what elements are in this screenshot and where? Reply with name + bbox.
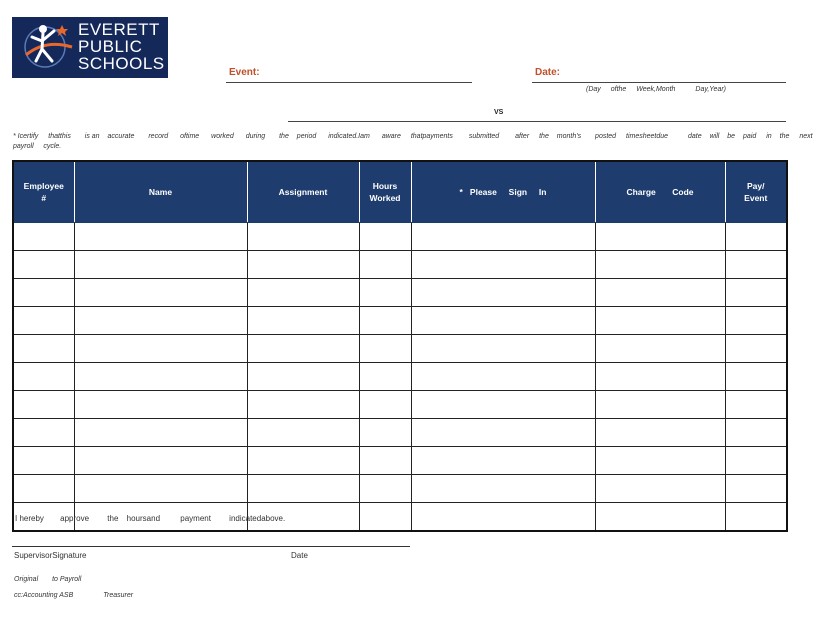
header-text: Event	[744, 193, 768, 203]
assignment-cell[interactable]	[247, 307, 359, 335]
charge-code-cell[interactable]	[595, 447, 725, 475]
sign-in-cell[interactable]	[411, 223, 595, 251]
charge-code-cell[interactable]	[595, 251, 725, 279]
hours-worked-cell[interactable]	[359, 223, 411, 251]
pay-event-cell[interactable]	[725, 335, 787, 363]
name-cell[interactable]	[74, 251, 247, 279]
pay-event-cell[interactable]	[725, 251, 787, 279]
hours-worked-cell[interactable]	[359, 335, 411, 363]
hours-worked-cell[interactable]	[359, 447, 411, 475]
assignment-cell[interactable]	[247, 251, 359, 279]
employee-number-cell[interactable]	[13, 223, 74, 251]
cert-word: month's	[556, 133, 582, 140]
table-row	[13, 279, 787, 307]
table-row	[13, 475, 787, 503]
header-text: Worked	[369, 193, 401, 203]
name-cell[interactable]	[74, 279, 247, 307]
certification-line-2: payroll cycle.	[13, 143, 62, 150]
pay-event-cell[interactable]	[725, 475, 787, 503]
cert-word: oftime	[180, 133, 200, 140]
date-hint-day: (Day	[586, 86, 601, 93]
cert-word: accurate	[107, 133, 135, 140]
assignment-cell[interactable]	[247, 419, 359, 447]
header-text: #	[41, 193, 47, 203]
vs-field-line[interactable]	[288, 121, 786, 122]
supervisor-signature-label: SupervisorSignature	[14, 551, 87, 560]
cert-word: posted	[595, 133, 617, 140]
pay-event-cell[interactable]	[725, 391, 787, 419]
pay-event-cell[interactable]	[725, 419, 787, 447]
hours-worked-cell[interactable]	[359, 503, 411, 532]
header-text: Pay/	[747, 181, 765, 191]
hours-worked-cell[interactable]	[359, 307, 411, 335]
name-cell[interactable]	[74, 335, 247, 363]
approve-word: approve	[60, 514, 90, 523]
header-text: Assignment	[278, 187, 328, 197]
employee-number-cell[interactable]	[13, 391, 74, 419]
header-text: * Please Sign In	[459, 187, 547, 197]
original-routing	[14, 576, 81, 583]
table-row	[13, 447, 787, 475]
cert-word: date	[688, 133, 702, 140]
logo-line-schools: SCHOOLS	[78, 54, 165, 73]
sign-in-cell[interactable]	[411, 475, 595, 503]
hours-worked-cell[interactable]	[359, 475, 411, 503]
employee-number-cell[interactable]	[13, 251, 74, 279]
pay-event-cell[interactable]	[725, 223, 787, 251]
date-hint-day-year: Day,Year)	[695, 86, 726, 93]
treasurer-label: Treasurer	[103, 592, 134, 599]
sign-in-cell[interactable]	[411, 279, 595, 307]
name-cell[interactable]	[74, 307, 247, 335]
sign-in-cell[interactable]	[411, 503, 595, 532]
column-header-pay-event	[725, 161, 787, 223]
cert-word: thatpayments	[410, 133, 453, 140]
date-format-hint	[586, 86, 726, 93]
cert-word: the	[279, 133, 289, 140]
table-row	[13, 307, 787, 335]
table-row	[13, 391, 787, 419]
original-label: Original	[14, 576, 39, 583]
sign-in-cell[interactable]	[411, 363, 595, 391]
header-text: Hours	[372, 181, 398, 191]
table-row	[13, 251, 787, 279]
name-cell[interactable]	[74, 475, 247, 503]
sign-in-cell[interactable]	[411, 447, 595, 475]
employee-number-cell[interactable]	[13, 279, 74, 307]
table-body	[13, 223, 787, 532]
charge-code-cell[interactable]	[595, 335, 725, 363]
cert-word: be	[727, 133, 736, 140]
charge-code-cell[interactable]	[595, 503, 725, 532]
assignment-cell[interactable]	[247, 475, 359, 503]
cert-word: thatthis	[48, 133, 71, 140]
cc-routing	[14, 592, 133, 599]
employee-number-cell[interactable]	[13, 363, 74, 391]
charge-code-cell[interactable]	[595, 307, 725, 335]
employee-number-cell[interactable]	[13, 475, 74, 503]
column-header-charge-code	[595, 161, 725, 223]
assignment-cell[interactable]	[247, 223, 359, 251]
cert-word: indicated.Iam	[328, 133, 370, 140]
assignment-cell[interactable]	[247, 447, 359, 475]
pay-event-cell[interactable]	[725, 503, 787, 532]
employee-number-cell[interactable]	[13, 307, 74, 335]
charge-code-cell[interactable]	[595, 419, 725, 447]
hours-worked-cell[interactable]	[359, 279, 411, 307]
date-hint-week-month: Week,Month	[636, 86, 676, 93]
cert-word: the	[539, 133, 549, 140]
pay-event-cell[interactable]	[725, 447, 787, 475]
date-hint-ofthe: ofthe	[610, 86, 627, 93]
approve-word: hoursand	[126, 514, 161, 523]
table-row	[13, 335, 787, 363]
cert-word: after	[515, 133, 530, 140]
name-cell[interactable]	[74, 223, 247, 251]
header-text: Employee	[23, 181, 64, 191]
charge-code-cell[interactable]	[595, 475, 725, 503]
cert-word: * Icertify	[13, 133, 39, 140]
cert-word: aware	[381, 133, 401, 140]
supervisor-signature-line[interactable]	[12, 546, 410, 547]
logo-text	[78, 21, 165, 72]
date-field-line[interactable]	[532, 82, 786, 83]
table-header-row	[13, 161, 787, 223]
event-field-line[interactable]	[226, 82, 472, 83]
pay-event-cell[interactable]	[725, 307, 787, 335]
assignment-cell[interactable]	[247, 391, 359, 419]
date-label: Date:	[535, 67, 561, 78]
column-header-hours-worked	[359, 161, 411, 223]
cert-word: next	[799, 133, 813, 140]
name-cell[interactable]	[74, 447, 247, 475]
certification-statement	[13, 132, 813, 152]
vs-label: VS	[494, 109, 504, 116]
sign-in-cell[interactable]	[411, 307, 595, 335]
sign-in-cell[interactable]	[411, 251, 595, 279]
cert-word: the	[779, 133, 790, 140]
cert-word: submitted	[468, 133, 500, 140]
cert-word: paid	[743, 133, 757, 140]
cert-word: timesheetdue	[626, 133, 669, 140]
column-header-name	[74, 161, 247, 223]
charge-code-cell[interactable]	[595, 223, 725, 251]
cert-word: is an	[84, 133, 100, 140]
approve-word: indicatedabove.	[229, 514, 286, 523]
logo-line-everett: EVERETT	[78, 20, 160, 39]
cert-word: during	[245, 133, 266, 140]
assignment-cell[interactable]	[247, 363, 359, 391]
sign-in-cell[interactable]	[411, 419, 595, 447]
sign-in-cell[interactable]	[411, 335, 595, 363]
approve-word: payment	[180, 514, 211, 523]
sign-in-cell[interactable]	[411, 391, 595, 419]
employee-number-cell[interactable]	[13, 335, 74, 363]
charge-code-cell[interactable]	[595, 391, 725, 419]
charge-code-cell[interactable]	[595, 363, 725, 391]
sign-in-table	[12, 160, 788, 532]
cert-word: period	[296, 133, 317, 140]
column-header-please-sign-in	[411, 161, 595, 223]
cert-word: in	[766, 133, 772, 140]
to-payroll-label: to Payroll	[52, 576, 82, 583]
name-cell[interactable]	[74, 363, 247, 391]
hours-worked-cell[interactable]	[359, 419, 411, 447]
employee-number-cell[interactable]	[13, 447, 74, 475]
pay-event-cell[interactable]	[725, 363, 787, 391]
everett-public-schools-logo	[12, 17, 168, 78]
column-header-assignment	[247, 161, 359, 223]
approve-word: I hereby	[15, 514, 44, 523]
employee-number-cell[interactable]	[13, 419, 74, 447]
logo-line-public: PUBLIC	[78, 37, 143, 56]
cert-word: will	[709, 133, 720, 140]
hours-worked-cell[interactable]	[359, 251, 411, 279]
event-label: Event:	[229, 67, 260, 78]
charge-code-cell[interactable]	[595, 279, 725, 307]
assignment-cell[interactable]	[247, 279, 359, 307]
header-text: Charge Code	[626, 187, 694, 197]
hours-worked-cell[interactable]	[359, 391, 411, 419]
hours-worked-cell[interactable]	[359, 363, 411, 391]
certification-line-1	[13, 132, 813, 142]
column-header-employee-number	[13, 161, 74, 223]
assignment-cell[interactable]	[247, 335, 359, 363]
cert-word: worked	[211, 133, 234, 140]
name-cell[interactable]	[74, 419, 247, 447]
header-text: Name	[148, 187, 173, 197]
table-row	[13, 223, 787, 251]
approve-word: the	[107, 514, 119, 523]
cert-word: record	[148, 133, 169, 140]
table-row	[13, 419, 787, 447]
approval-statement	[15, 514, 285, 523]
pay-event-cell[interactable]	[725, 279, 787, 307]
signature-date-label: Date	[291, 551, 308, 560]
cc-accounting-label: cc:Accounting ASB	[14, 592, 74, 599]
table-row	[13, 363, 787, 391]
name-cell[interactable]	[74, 391, 247, 419]
